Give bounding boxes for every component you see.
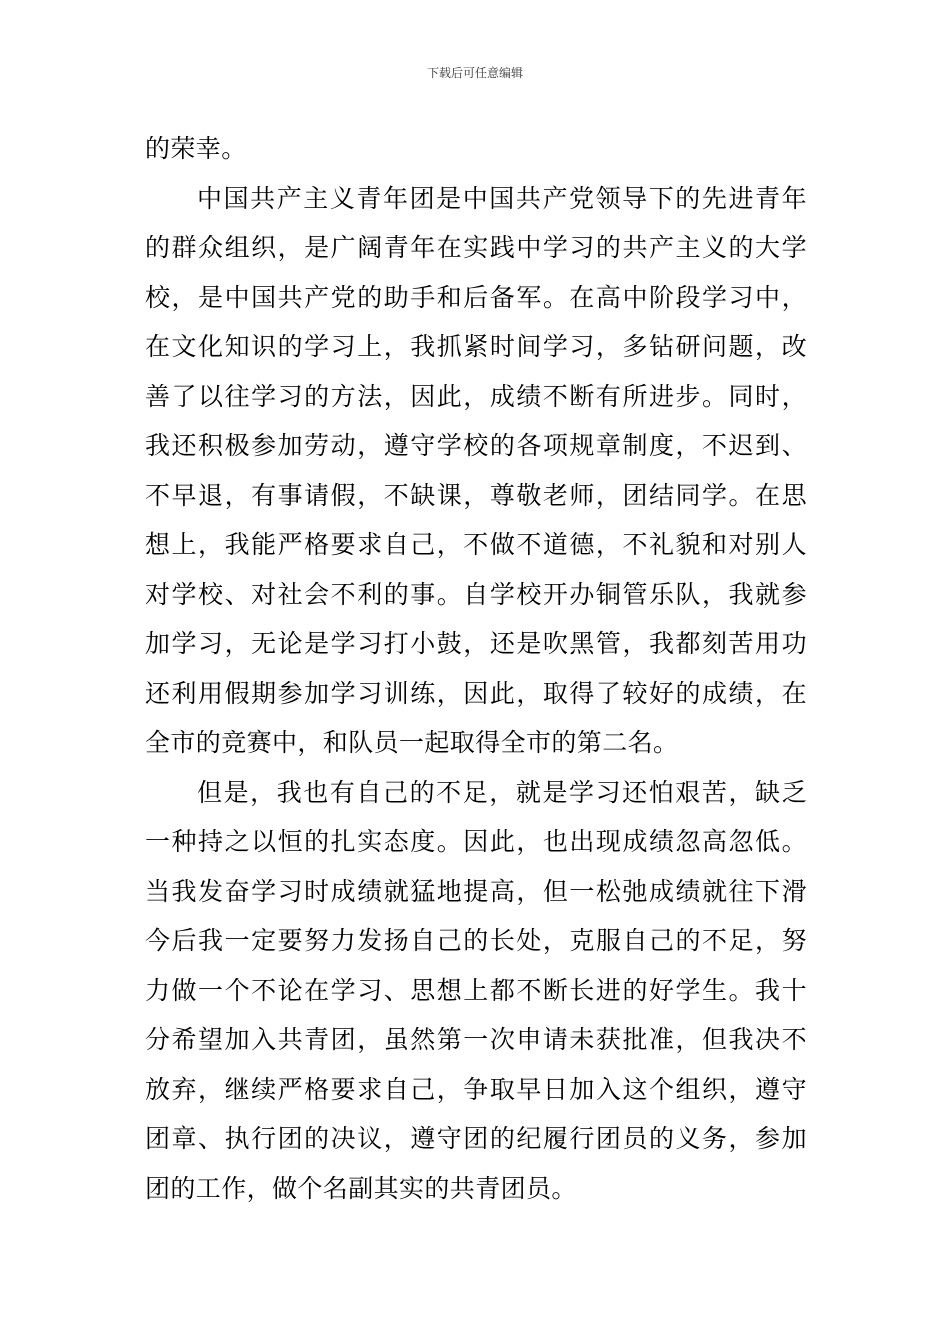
text-line: 善了以往学习的方法，因此，成绩不断有所进步。同时， (145, 381, 807, 411)
text-line: 加学习，无论是学习打小鼓，还是吹黑管，我都刻苦用功 (145, 629, 807, 658)
text-line: 还利用假期参加学习训练，因此，取得了较好的成绩，在 (145, 678, 807, 708)
text-line: 在文化知识的学习上，我抓紧时间学习，多钻研问题，改 (145, 332, 807, 361)
text-line: 的荣幸。 (145, 134, 247, 163)
text-line: 力做一个不论在学习、思想上都不断长进的好学生。我十 (145, 975, 807, 1005)
text-line: 全市的竞赛中，和队员一起取得全市的第二名。 (145, 728, 679, 757)
text-line: 团的工作，做个名副其实的共青团员。 (145, 1173, 577, 1203)
text-line: 团章、执行团的决议，遵守团的纪履行团员的义务，参加 (145, 1124, 807, 1153)
text-line: 一种持之以恒的扎实态度。因此，也出现成绩忽高忽低。 (145, 827, 807, 856)
text-line: 我还积极参加劳动，遵守学校的各项规章制度，不迟到、 (145, 431, 807, 460)
page-header: 下载后可任意编辑 (426, 66, 523, 80)
text-line: 分希望加入共青团，虽然第一次申请未获批准，但我决不 (145, 1025, 807, 1054)
text-line: 想上，我能严格要求自己，不做不道德，不礼貌和对别人 (145, 530, 807, 559)
text-line: 不早退，有事请假，不缺课，尊敬老师，团结同学。在思 (145, 480, 807, 510)
text-line: 校，是中国共产党的助手和后备军。在高中阶段学习中， (145, 282, 807, 312)
text-line: 的群众组织，是广阔青年在实践中学习的共产主义的大学 (145, 233, 807, 262)
text-line: 当我发奋学习时成绩就猛地提高，但一松弛成绩就往下滑 (145, 876, 807, 906)
text-line: 放弃，继续严格要求自己，争取早日加入这个组织，遵守 (145, 1074, 807, 1104)
paragraph-first-line: 中国共产主义青年团是中国共产党领导下的先进青年 (197, 183, 807, 213)
text-line: 对学校、对社会不利的事。自学校开办铜管乐队，我就参 (145, 579, 807, 609)
document-body (145, 124, 807, 1213)
paragraph-first-line: 但是，我也有自己的不足，就是学习还怕艰苦，缺乏 (197, 777, 807, 807)
text-line: 今后我一定要努力发扬自己的长处，克服自己的不足，努 (145, 926, 807, 955)
